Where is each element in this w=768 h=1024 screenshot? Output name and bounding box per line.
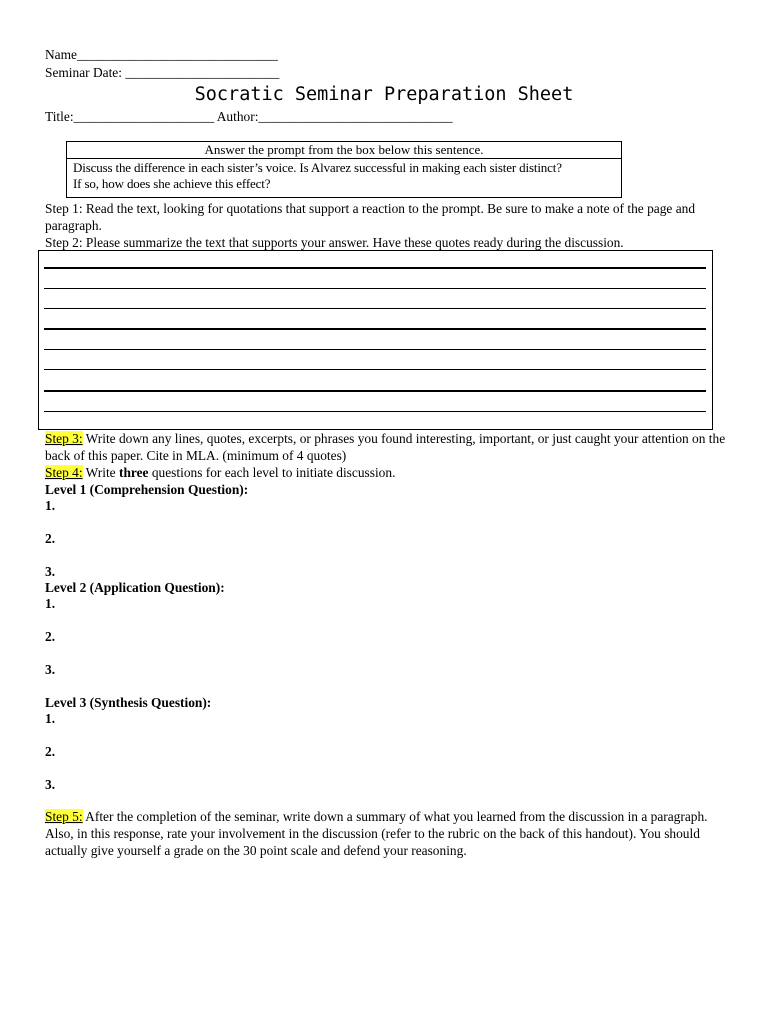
prompt-text [67,159,621,192]
step-5-label: Step 5: [45,809,83,824]
answer-line[interactable] [44,267,706,269]
step-4 [45,464,735,481]
page-title: Socratic Seminar Preparation Sheet [194,84,574,105]
prompt-line-2: If so, how does she achieve this effect? [73,176,271,191]
name-blank[interactable]: ______________________________ [76,47,278,62]
seminar-date-label: Seminar Date: [45,65,126,80]
answer-line[interactable] [44,308,706,309]
answer-line[interactable] [44,349,706,350]
level-2-item-2[interactable]: 2. [45,629,56,644]
step-1-text: Step 1: Read the text, looking for quotations that support a reaction to the prompt. Be sure to make a note of the page and paragraph. [45,201,696,233]
step-4-text-end: questions for each level to initiate discussion. [148,465,396,480]
prompt-heading: Answer the prompt from the box below this sentence. [67,142,621,159]
level-1-heading: Level 1 (Comprehension Question): [45,482,249,497]
title-label: Title: [45,109,74,124]
level-3-heading: Level 3 (Synthesis Question): [45,695,212,710]
step-2-text: Step 2: Please summarize the text that supports your answer. Have these quotes ready during the discussion. [45,235,624,250]
prompt-line-1: Discuss the difference in each sister’s voice. Is Alvarez successful in making each sister distinct? [73,160,562,175]
answer-line[interactable] [44,390,706,392]
prompt-box [66,141,622,198]
level-1-item-1[interactable]: 1. [45,498,56,513]
step-5-text: After the completion of the seminar, write down a summary of what you learned from the discussion in a paragraph. Also, in this response, rate your involvement in the discussion (refer to the rubric on the back of this handout). You should actually give yourself a grade on the 30 point scale and defend your reasoning. [45,809,708,858]
level-2-item-3[interactable]: 3. [45,662,56,677]
answer-line[interactable] [44,411,706,412]
title-blank[interactable]: _____________________ [73,109,215,124]
step-4-label: Step 4: [45,465,83,480]
answer-line[interactable] [44,288,706,289]
seminar-date-field[interactable] [45,64,279,81]
author-blank[interactable]: _____________________________ [258,109,453,124]
step-3-text: Write down any lines, quotes, excerpts, or phrases you found interesting, important, or just caught your attention on the back of this paper. Cite in MLA. (minimum of 4 quotes) [45,431,726,463]
level-2-item-1[interactable]: 1. [45,596,56,611]
answer-line[interactable] [44,328,706,330]
level-1-item-3[interactable]: 3. [45,564,56,579]
title-author-row [45,108,453,125]
steps-1-2 [45,200,735,251]
step-5 [45,808,735,859]
seminar-date-blank[interactable]: _______________________ [125,65,280,80]
name-label: Name [45,47,77,62]
name-field[interactable] [45,46,278,63]
author-label: Author: [214,109,259,124]
level-2-heading: Level 2 (Application Question): [45,580,225,595]
answer-line[interactable] [44,369,706,370]
step-4-emphasis: three [118,465,149,480]
level-3-item-3[interactable]: 3. [45,777,56,792]
step-3 [45,430,735,464]
answer-box[interactable] [38,250,713,430]
level-1-item-2[interactable]: 2. [45,531,56,546]
level-3-item-1[interactable]: 1. [45,711,56,726]
step-3-label: Step 3: [45,431,83,446]
level-3-item-2[interactable]: 2. [45,744,56,759]
step-4-text: Write [82,465,119,480]
